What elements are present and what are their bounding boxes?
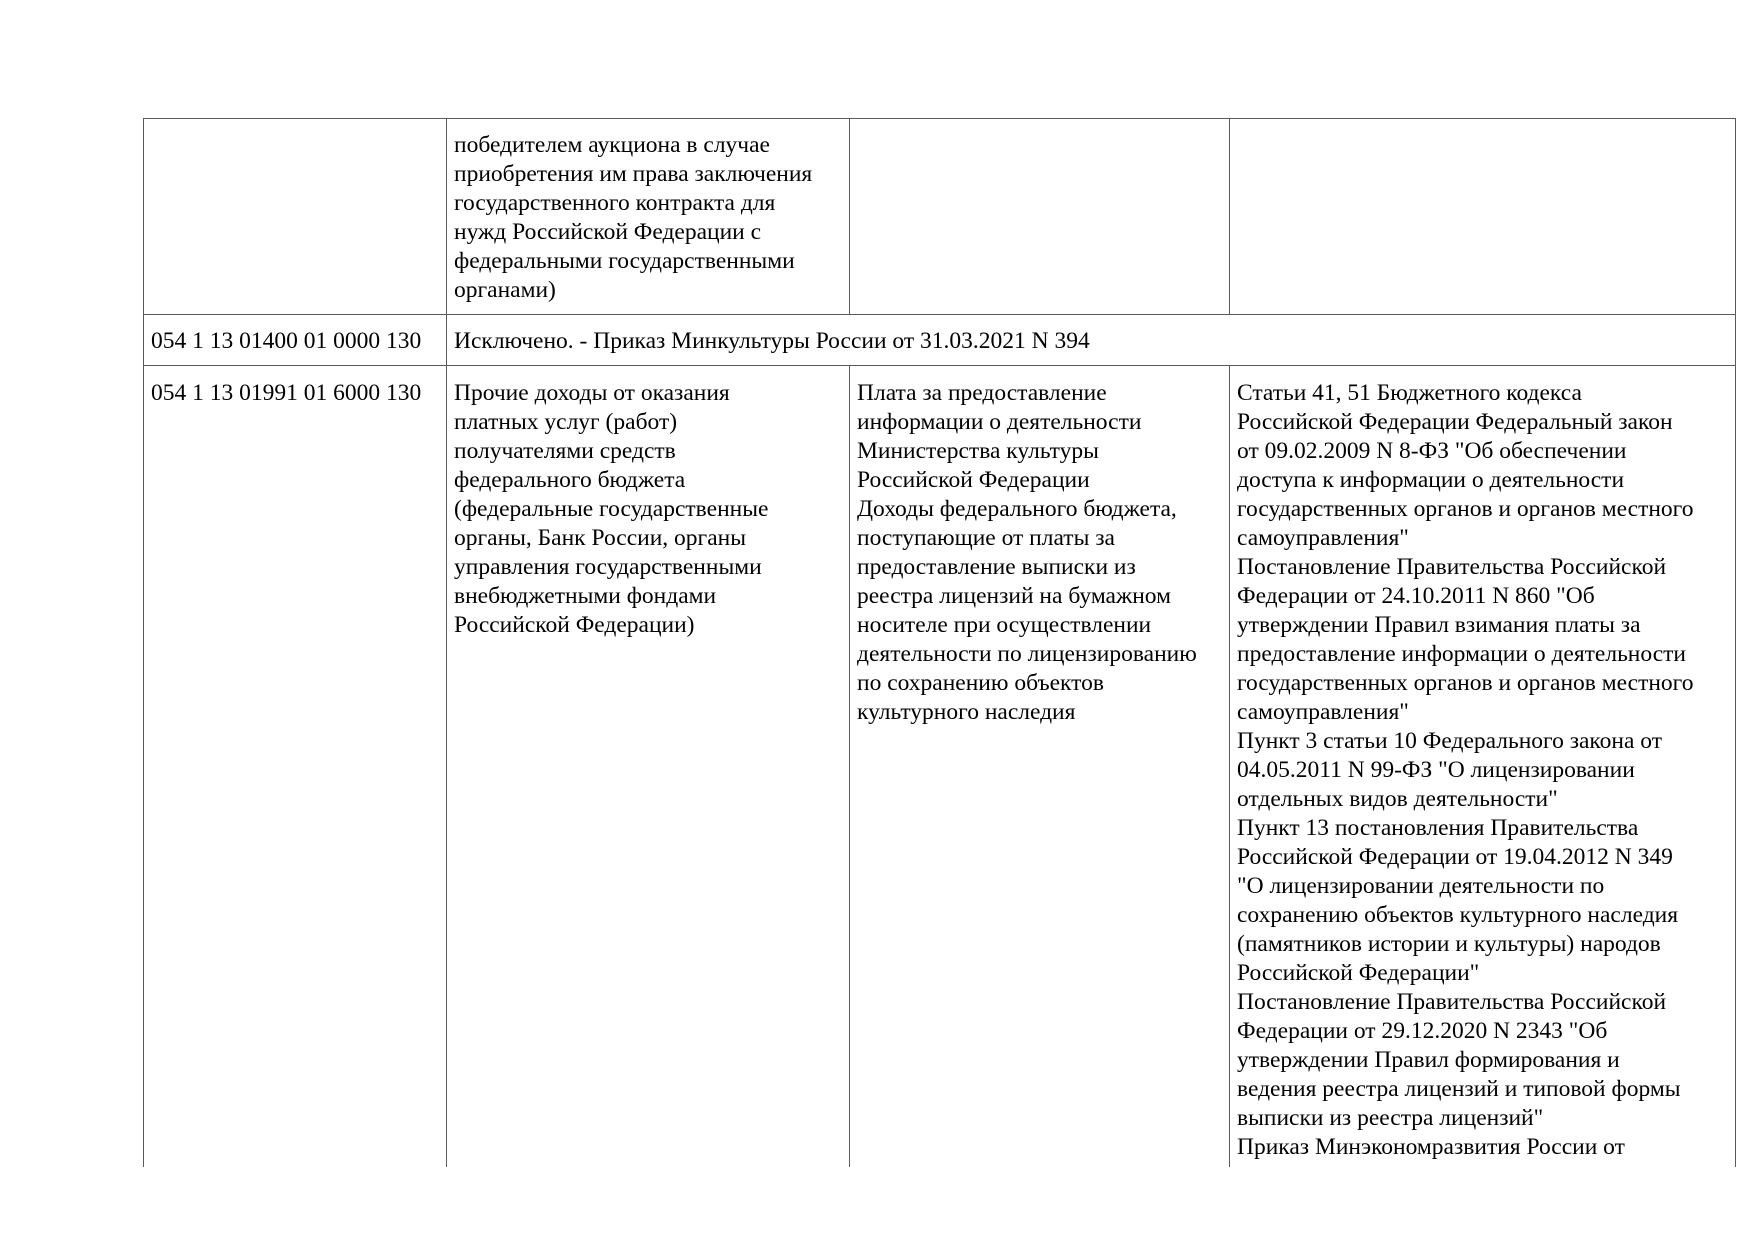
text-line: получателями средств [454,438,676,464]
text-line: Доходы федерального бюджета, [857,496,1177,522]
continued-row-name-cell [454,131,812,305]
text-line: органами) [454,277,556,303]
text-line: реестра лицензий на бумажном [857,583,1171,609]
column-divider-2-upper [849,118,850,314]
text-line: федеральными государственными [454,248,795,274]
income-code: 054 1 13 01400 01 0000 130 [151,328,422,354]
table-border-right [1735,118,1736,1167]
excluded-row-code-cell [151,327,421,356]
text-line: поступающие от платы за [857,525,1115,551]
text-line: Российской Федерации Федеральный закон [1237,409,1673,435]
exclusion-note: Исключено. - Приказ Минкультуры России от 31.03.2021 N 394 [454,328,1090,354]
row-divider-2 [143,365,1736,366]
text-line: сохранению объектов культурного наследия [1237,902,1679,928]
text-line: Федерации от 29.12.2020 N 2343 "Об [1237,1018,1608,1044]
text-line: Статьи 41, 51 Бюджетного кодекса [1237,380,1582,406]
text-line: Министерства культуры [857,438,1099,464]
text-line: Пункт 13 постановления Правительства [1237,815,1639,841]
row-divider-1 [143,314,1736,315]
text-line: самоуправления" [1237,525,1409,551]
text-line: (памятников истории и культуры) народов [1237,931,1661,957]
main-row-description-cell [857,379,1197,727]
text-line: носителе при осуществлении [857,612,1152,638]
text-line: государственных органов и органов местного [1237,496,1694,522]
column-divider-3-upper [1229,118,1230,314]
text-line: Прочие доходы от оказания [454,380,730,406]
text-line: Постановление Правительства Российской [1237,989,1667,1015]
text-line: государственного контракта для [454,190,776,216]
text-line: по сохранению объектов [857,670,1104,696]
text-line: Российской Федерации" [1237,960,1480,986]
column-divider-2-lower [849,365,850,1167]
text-line: утверждении Правил формирования и [1237,1047,1620,1073]
text-line: нужд Российской Федерации с [454,219,762,245]
text-line: культурного наследия [857,699,1076,725]
text-line: Постановление Правительства Российской [1237,554,1667,580]
text-line: победителем аукциона в случае [454,132,770,158]
text-line: платных услуг (работ) [454,409,678,435]
text-line: Российской Федерации) [454,612,695,638]
text-line: федерального бюджета [454,467,686,493]
text-line: деятельности по лицензированию [857,641,1197,667]
main-row-code-cell [151,379,421,408]
text-line: (федеральные государственные [454,496,769,522]
text-line: самоуправления" [1237,699,1409,725]
excluded-row-note-cell [454,327,1090,356]
text-line: органы, Банк России, органы [454,525,746,551]
text-line: Российской Федерации от 19.04.2012 N 349 [1237,844,1673,870]
text-line: выписки из реестра лицензий" [1237,1105,1544,1131]
text-line: управления государственными [454,554,762,580]
text-line: утверждении Правил взимания платы за [1237,612,1641,638]
text-line: Пункт 3 статьи 10 Федерального закона от [1237,728,1662,754]
table-border-left [143,118,144,1167]
text-line: Федерации от 24.10.2011 N 860 "Об [1237,583,1595,609]
text-line: "О лицензировании деятельности по [1237,873,1605,899]
text-line: Приказ Минэкономразвития России от [1237,1134,1625,1160]
text-line: Плата за предоставление [857,380,1107,406]
text-line: ведения реестра лицензий и типовой формы [1237,1076,1681,1102]
text-line: приобретения им права заключения [454,161,813,187]
text-line: отдельных видов деятельности" [1237,786,1558,812]
text-line: Российской Федерации [857,467,1090,493]
main-row-name-cell [454,379,768,640]
table-border-top [143,118,1736,119]
text-line: государственных органов и органов местного [1237,670,1694,696]
text-line: предоставление информации о деятельности [1237,641,1686,667]
text-line: доступа к информации о деятельности [1237,467,1625,493]
main-row-basis-cell [1237,379,1693,1162]
income-code: 054 1 13 01991 01 6000 130 [151,380,422,406]
text-line: предоставление выписки из [857,554,1136,580]
text-line: от 09.02.2009 N 8-ФЗ "Об обеспечении [1237,438,1627,464]
column-divider-3-lower [1229,365,1230,1167]
text-line: информации о деятельности [857,409,1142,435]
text-line: внебюджетными фондами [454,583,717,609]
text-line: 04.05.2011 N 99-ФЗ "О лицензировании [1237,757,1635,783]
column-divider-1 [446,118,447,1167]
